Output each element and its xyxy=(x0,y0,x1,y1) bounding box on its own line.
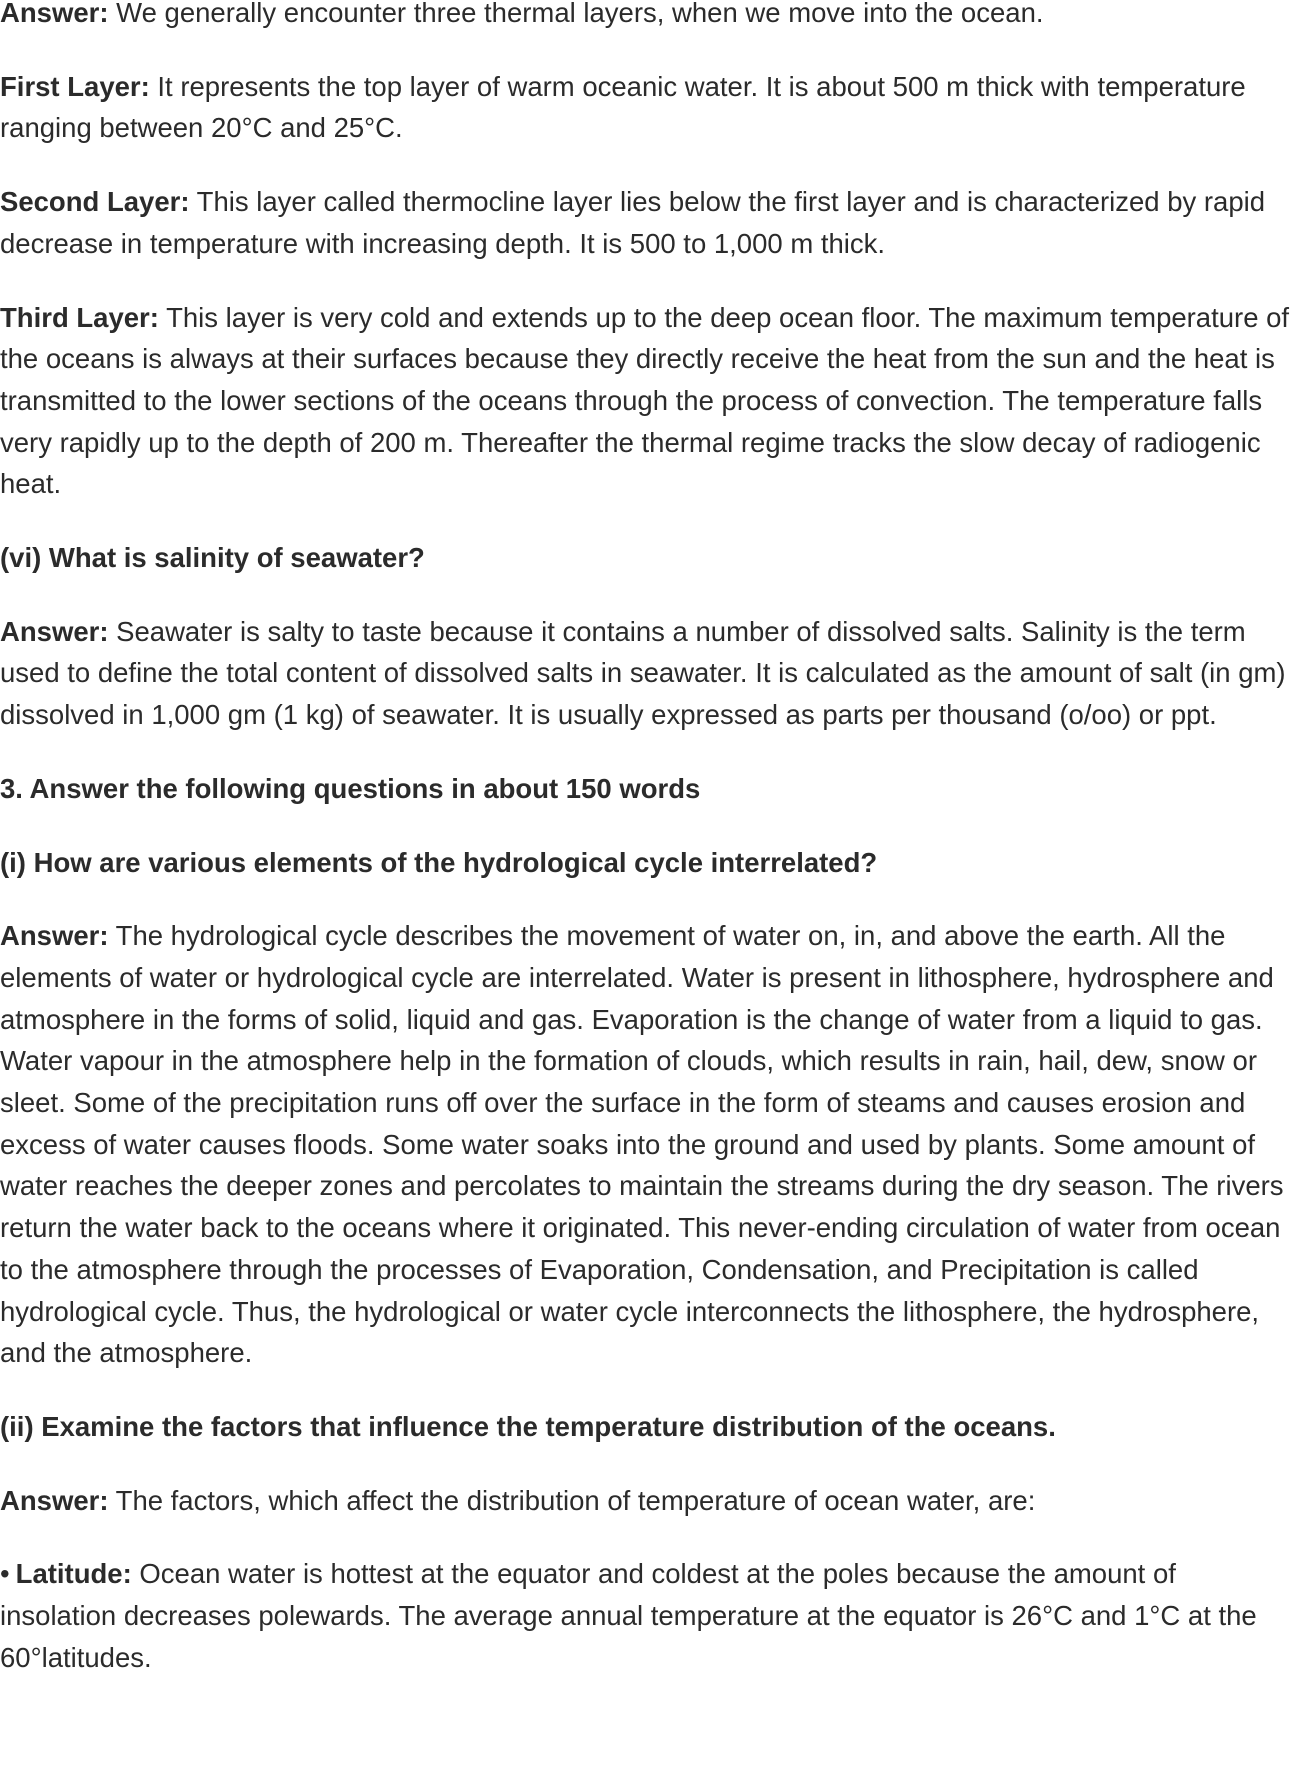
latitude-text: Ocean water is hottest at the equator and coldest at the poles because the amount of insolation decreases polewards. The average annual temperature at the equator is 26°C and 1°C at the 60°latitudes. xyxy=(0,1558,1257,1673)
third-layer-text: This layer is very cold and extends up to the deep ocean floor. The maximum temperature of the oceans is always at their surfaces because they directly receive the heat from the sun and the heat is transmitted to the lower sections of the oceans through the process of convection. The temperature falls very rapidly up to the depth of 200 m. Thereafter the thermal regime tracks the slow decay of radiogenic heat. xyxy=(0,301,1290,500)
first-layer-paragraph xyxy=(0,66,1294,149)
latitude-bullet-paragraph xyxy=(0,1553,1294,1678)
question-temperature-factors: (ii) Examine the factors that influence the temperature distribution of the oceans. xyxy=(0,1410,1056,1442)
latitude-label: Latitude: xyxy=(15,1558,132,1590)
question-salinity: (vi) What is salinity of seawater? xyxy=(0,542,425,574)
question-hydrological-cycle: (i) How are various elements of the hydrological cycle interrelated? xyxy=(0,846,878,878)
second-layer-label: Second Layer: xyxy=(0,186,190,218)
answer-intro-paragraph xyxy=(0,0,1294,34)
section-heading-150-words: 3. Answer the following questions in about 150 words xyxy=(0,772,701,804)
temperature-answer-paragraph xyxy=(0,1480,1294,1522)
answer-text: The hydrological cycle describes the movement of water on, in, and above the earth. All the elements of water or hydrological cycle are interrelated. Water is present in lithosphere, hydrosphere and atmosphere in the forms of solid, liquid and gas. Evaporation is the change of water from a liquid to gas. Water vapour in the atmosphere help in the formation of clouds, which results in rain, hail, dew, snow or sleet. Some of the precipitation runs off over the surface in the form of steams and causes erosion and excess of water causes floods. Some water soaks into the ground and used by plants. Some amount of water reaches the deeper zones and percolates to maintain the streams during the dry season. The rivers return the water back to the oceans where it originated. This never-ending circulation of water from ocean to the atmosphere through the processes of Evaporation, Condensation, and Precipitation is called hydrological cycle. Thus, the hydrological or water cycle interconnects the lithosphere, the hydrosphere, and the atmosphere. xyxy=(0,920,1284,1369)
answer-label: Answer: xyxy=(0,615,109,647)
answer-label: Answer: xyxy=(0,0,109,28)
answer-label: Answer: xyxy=(0,920,109,952)
first-layer-label: First Layer: xyxy=(0,70,150,102)
answer-text: The factors, which affect the distribution of temperature of ocean water, are: xyxy=(108,1484,1036,1516)
first-layer-text: It represents the top layer of warm oceanic water. It is about 500 m thick with temperature ranging between 20°C and 25°C. xyxy=(0,70,1246,144)
second-layer-paragraph xyxy=(0,181,1294,264)
answer-text: We generally encounter three thermal layers, when we move into the ocean. xyxy=(108,0,1044,28)
answer-label: Answer: xyxy=(0,1484,109,1516)
third-layer-paragraph xyxy=(0,297,1294,506)
salinity-answer-paragraph xyxy=(0,611,1294,736)
hydrological-answer-paragraph xyxy=(0,915,1294,1374)
bullet-icon: • xyxy=(0,1558,10,1590)
answer-text: Seawater is salty to taste because it contains a number of dissolved salts. Salinity is the term used to define the total content of dissolved salts in seawater. It is calculated as the amount of salt (in gm) dissolved in 1,000 gm (1 kg) of seawater. It is usually expressed as parts per thousand (o/oo) or ppt. xyxy=(0,615,1286,731)
second-layer-text: This layer called thermocline layer lies below the first layer and is characterized by rapid decrease in temperature with increasing depth. It is 500 to 1,000 m thick. xyxy=(0,186,1266,259)
third-layer-label: Third Layer: xyxy=(0,301,159,333)
